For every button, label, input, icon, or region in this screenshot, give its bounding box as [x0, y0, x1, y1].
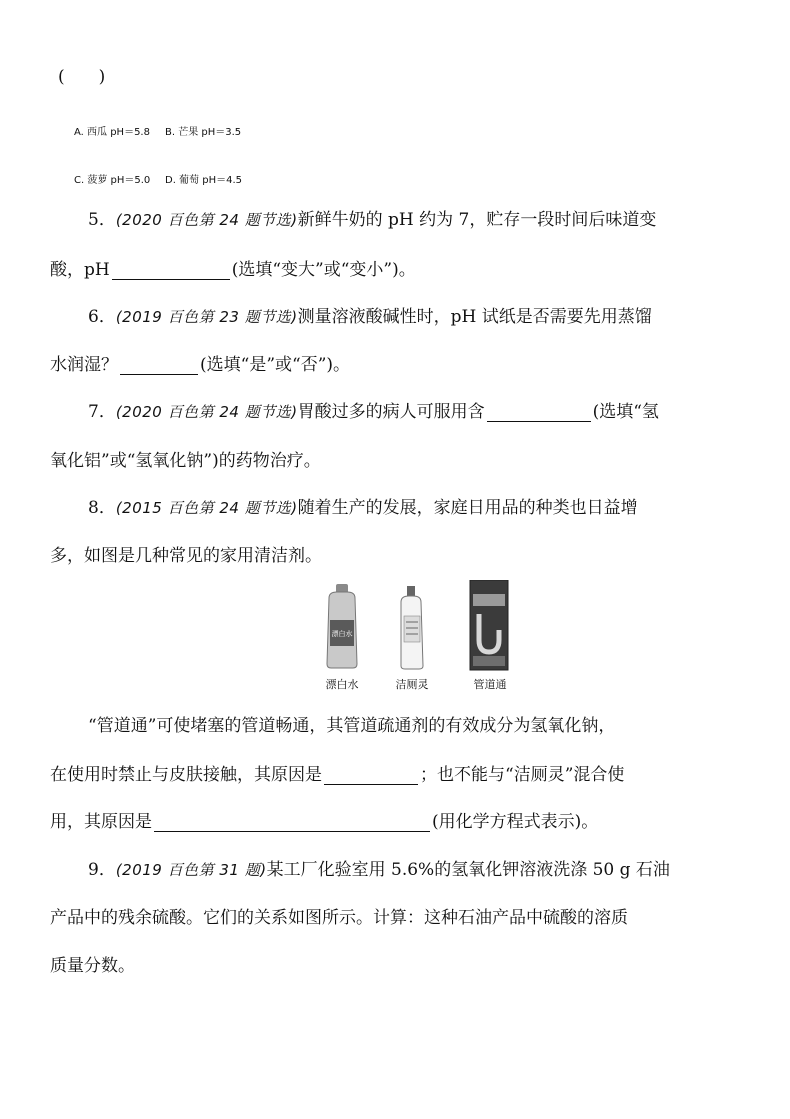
- question-9-line-3: 质量分数。: [50, 956, 135, 976]
- cleaning-products-figure: [315, 580, 525, 695]
- option-a: A. 西瓜 pH＝5.8: [74, 127, 150, 138]
- question-number: 9．: [88, 860, 116, 880]
- answer-blank[interactable]: [487, 403, 591, 422]
- question-6-line-1: [88, 302, 652, 327]
- question-8-line-1: [88, 493, 638, 518]
- question-text: 在使用时禁止与皮肤接触，其原因是: [50, 765, 322, 785]
- question-text: (选填“氢: [592, 402, 659, 422]
- question-9-line-1: [88, 855, 670, 880]
- question-7-line-2: 氧化铝”或“氢氧化钠”)的药物治疗。: [50, 451, 321, 471]
- question-text: 新鲜牛奶的 pH 约为 7，贮存一段时间后味道变: [297, 210, 657, 230]
- question-8-line-2: 多，如图是几种常见的家用清洁剂。: [50, 546, 322, 566]
- product-caption: 管道通: [473, 678, 507, 691]
- question-text: 胃酸过多的病人可服用含: [297, 402, 485, 422]
- question-8-paragraph-line-3: [50, 807, 598, 832]
- toilet-cleaner-bottle-image: [401, 586, 423, 669]
- question-source: (2019 百色第 31 题): [115, 861, 267, 879]
- question-source: (2020 百色第 24 题节选): [115, 403, 298, 421]
- question-7-line-1: [88, 397, 659, 422]
- question-5-line-2: [50, 255, 416, 280]
- question-source: (2020 百色第 24 题节选): [115, 211, 298, 229]
- question-text: ；也不能与“洁厕灵”混合使: [420, 765, 625, 785]
- products-illustration: [315, 580, 525, 675]
- option-d: D. 葡萄 pH＝4.5: [165, 175, 243, 186]
- question-text: (选填“变大”或“变小”)。: [231, 260, 416, 280]
- question-9-line-2: 产品中的残余硫酸。它们的关系如图所示。计算：这种石油产品中硫酸的溶质: [50, 908, 628, 928]
- question-text: (选填“是”或“否”)。: [200, 355, 351, 375]
- bleach-label: 漂白水: [331, 630, 353, 638]
- answer-blank[interactable]: [112, 261, 230, 280]
- question-5-line-1: [88, 205, 656, 230]
- question-number: 6．: [88, 307, 116, 327]
- answer-blank[interactable]: [120, 356, 198, 375]
- bleach-bottle-image: [327, 584, 357, 668]
- question-text: 酸，pH: [50, 260, 110, 280]
- question-8-paragraph-line-1: “管道通”可使堵塞的管道畅通，其管道疏通剂的有效成分为氢氧化钠，: [88, 716, 616, 736]
- question-text: 随着生产的发展，家庭日用品的种类也日益增: [297, 498, 638, 518]
- question-text: 测量溶液酸碱性时，pH 试纸是否需要先用蒸馏: [297, 307, 652, 327]
- question-source: (2015 百色第 24 题节选): [115, 499, 298, 517]
- question-number: 7．: [88, 402, 116, 422]
- question-source: (2019 百色第 23 题节选): [115, 308, 298, 326]
- question-number: 8．: [88, 498, 116, 518]
- question-text: 水润湿？: [50, 355, 118, 375]
- product-caption: 洁厕灵: [395, 678, 429, 691]
- option-b: B. 芒果 pH＝3.5: [165, 127, 242, 138]
- answer-blank[interactable]: [154, 813, 430, 832]
- answer-paren: ( ): [58, 67, 106, 87]
- question-text: 用，其原因是: [50, 812, 152, 832]
- answer-blank[interactable]: [324, 766, 418, 785]
- question-number: 5．: [88, 210, 116, 230]
- question-6-line-2: [50, 350, 350, 375]
- option-c: C. 菠萝 pH＝5.0: [74, 175, 151, 186]
- question-text: (用化学方程式表示)。: [432, 812, 599, 832]
- product-caption: 漂白水: [325, 678, 359, 691]
- drain-cleaner-package-image: [470, 580, 508, 670]
- question-text: 某工厂化验室用 5.6%的氢氧化钾溶液洗涤 50 g 石油: [266, 860, 670, 880]
- question-8-paragraph-line-2: [50, 760, 624, 785]
